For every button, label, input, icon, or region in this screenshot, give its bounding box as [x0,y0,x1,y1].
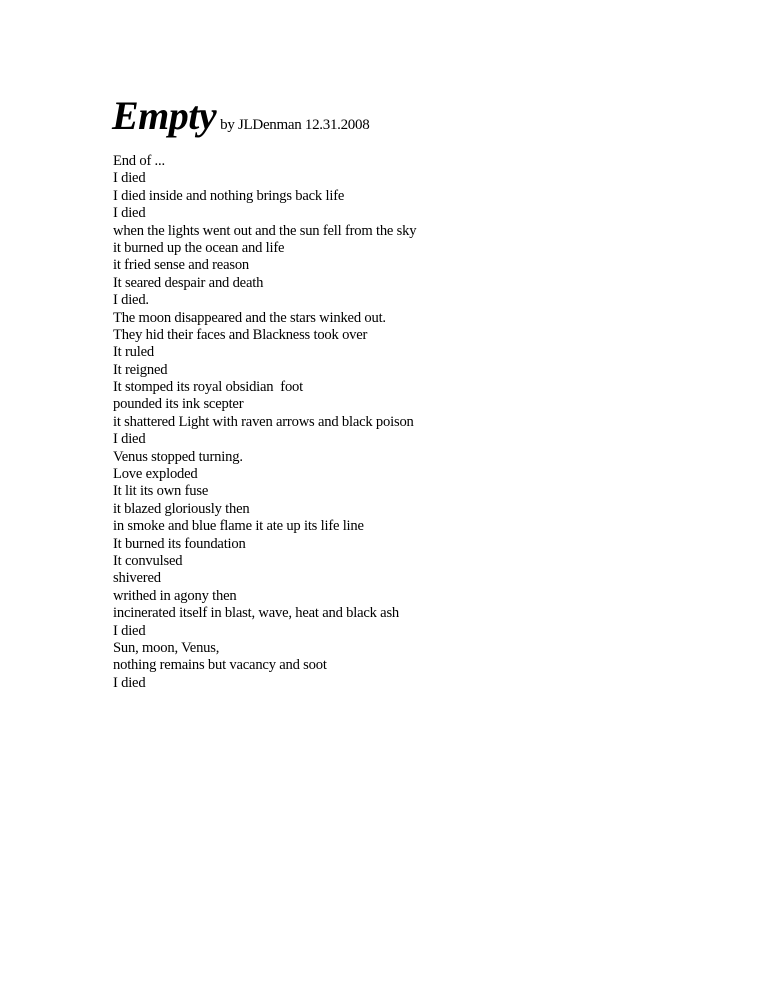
poem-line: I died [113,674,146,691]
poem-line: It reigned [113,361,168,378]
poem-body [113,153,416,692]
poem-line: pounded its ink scepter [113,396,244,413]
poem-line: incinerated itself in blast, wave, heat and black ash [113,605,400,622]
poem-heading [112,92,369,140]
poem-line: It seared despair and death [113,274,264,291]
poem-line: writhed in agony then [113,587,237,604]
poem-line: End of ... [113,153,165,169]
poem-line: it burned up the ocean and life [113,239,285,256]
poem-line: Love exploded [113,466,198,483]
poem-line: It ruled [113,344,154,361]
poem-line: It lit its own fuse [113,483,209,500]
poem-line: it blazed gloriously then [113,500,250,517]
poem-line: It burned its foundation [113,535,246,552]
poem-line: I died [113,431,146,448]
poem-line: in smoke and blue flame it ate up its life line [113,518,364,535]
poem-line: nothing remains but vacancy and soot [113,657,327,674]
poem-line: They hid their faces and Blackness took over [113,326,368,343]
poem-title: Empty [112,93,217,138]
poem-line: when the lights went out and the sun fell from the sky [113,222,417,239]
poem-line: Sun, moon, Venus, [113,639,220,656]
poem-line: I died [113,622,146,639]
poem-line: I died [113,205,146,222]
poem-line: I died [113,170,146,187]
poem-line: Venus stopped turning. [113,448,243,465]
poem-line: It stomped its royal obsidian foot [113,379,303,396]
poem-line: The moon disappeared and the stars winked out. [113,309,386,326]
poem-line: it fried sense and reason [113,257,250,274]
poem-line: I died inside and nothing brings back life [113,187,345,204]
poem-byline: by JLDenman 12.31.2008 [220,117,370,133]
poem-line: It convulsed [113,552,183,569]
poem-line: shivered [113,570,161,587]
poem-line: I died. [113,292,149,309]
poem-line: it shattered Light with raven arrows and black poison [113,413,414,430]
